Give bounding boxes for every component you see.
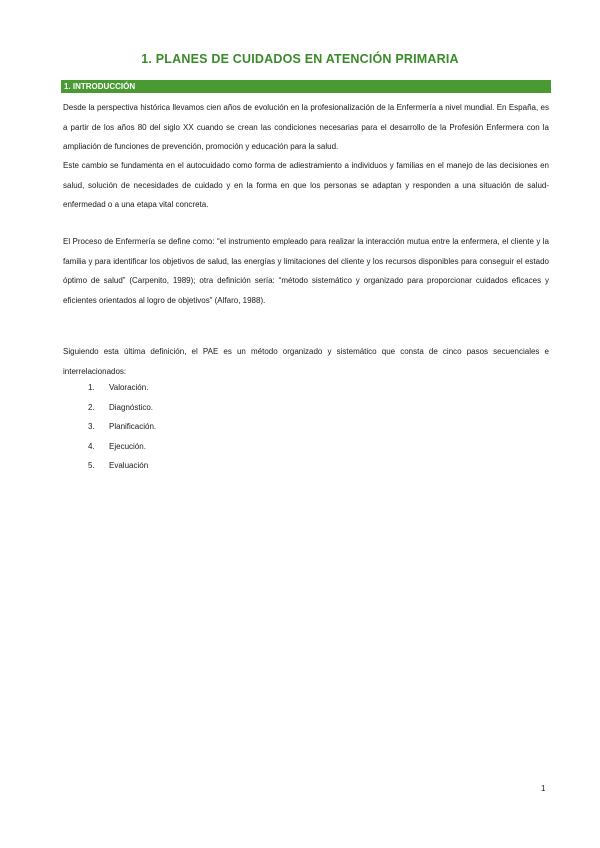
paragraph-history: Desde la perspectiva histórica llevamos cien años de evolución en la profesionalización de la Enfermería a nivel mundial. En España, es a partir de los años 80 del siglo XX cuando se crean las condiciones necesarias para el desarrollo de la Profesión Enfermera con la ampliación de funciones de prevención, promoción y educación para la salud.	[63, 103, 549, 152]
section-heading-bar	[61, 80, 551, 93]
page-number: 1	[541, 784, 546, 793]
paragraph-definition: El Proceso de Enfermería se define como: “el instrumento empleado para realizar la interacción mutua entre la enfermera, el cliente y la familia y para identificar los objetivos de salud, las energías y limitaciones del cliente y los recursos disponibles para conseguir el estado óptimo de salud” (Carpenito, 1989); otra definición sería: “método sistemático y organizado para proporcionar cuidados eficaces y eficientes orientados al logro de objetivos” (Alfaro, 1988).	[63, 237, 549, 305]
list-item-text: Ejecución.	[109, 441, 146, 451]
list-item-number: 4.	[88, 441, 95, 451]
list-item-text: Valoración.	[109, 383, 149, 392]
list-item-text: Diagnóstico.	[109, 402, 154, 412]
section-heading: 1. INTRODUCCIÓN	[64, 82, 136, 91]
list-item-number: 5.	[88, 461, 95, 471]
paragraph-pae-steps-intro: Siguiendo esta última definición, el PAE es un método organizado y sistemático que consta de cinco pasos secuenciales e interrelacionados:	[63, 347, 549, 376]
paragraph-selfcare: Este cambio se fundamenta en el autocuidado como forma de adiestramiento a individuos y familias en el manejo de las decisiones en salud, solución de necesidades de cuidado y en la forma en que los personas se adaptan y responden a una situación de salud-enfermedad o a una etapa vital concreta.	[63, 161, 549, 210]
list-item-number: 1.	[88, 383, 95, 392]
document-title: 1. PLANES DE CUIDADOS EN ATENCIÓN PRIMARIA	[141, 52, 459, 66]
list-item-text: Planificación.	[109, 422, 157, 432]
list-item-number: 3.	[88, 422, 95, 432]
list-item-text: Evaluación	[109, 461, 149, 471]
list-item-number: 2.	[88, 402, 95, 412]
